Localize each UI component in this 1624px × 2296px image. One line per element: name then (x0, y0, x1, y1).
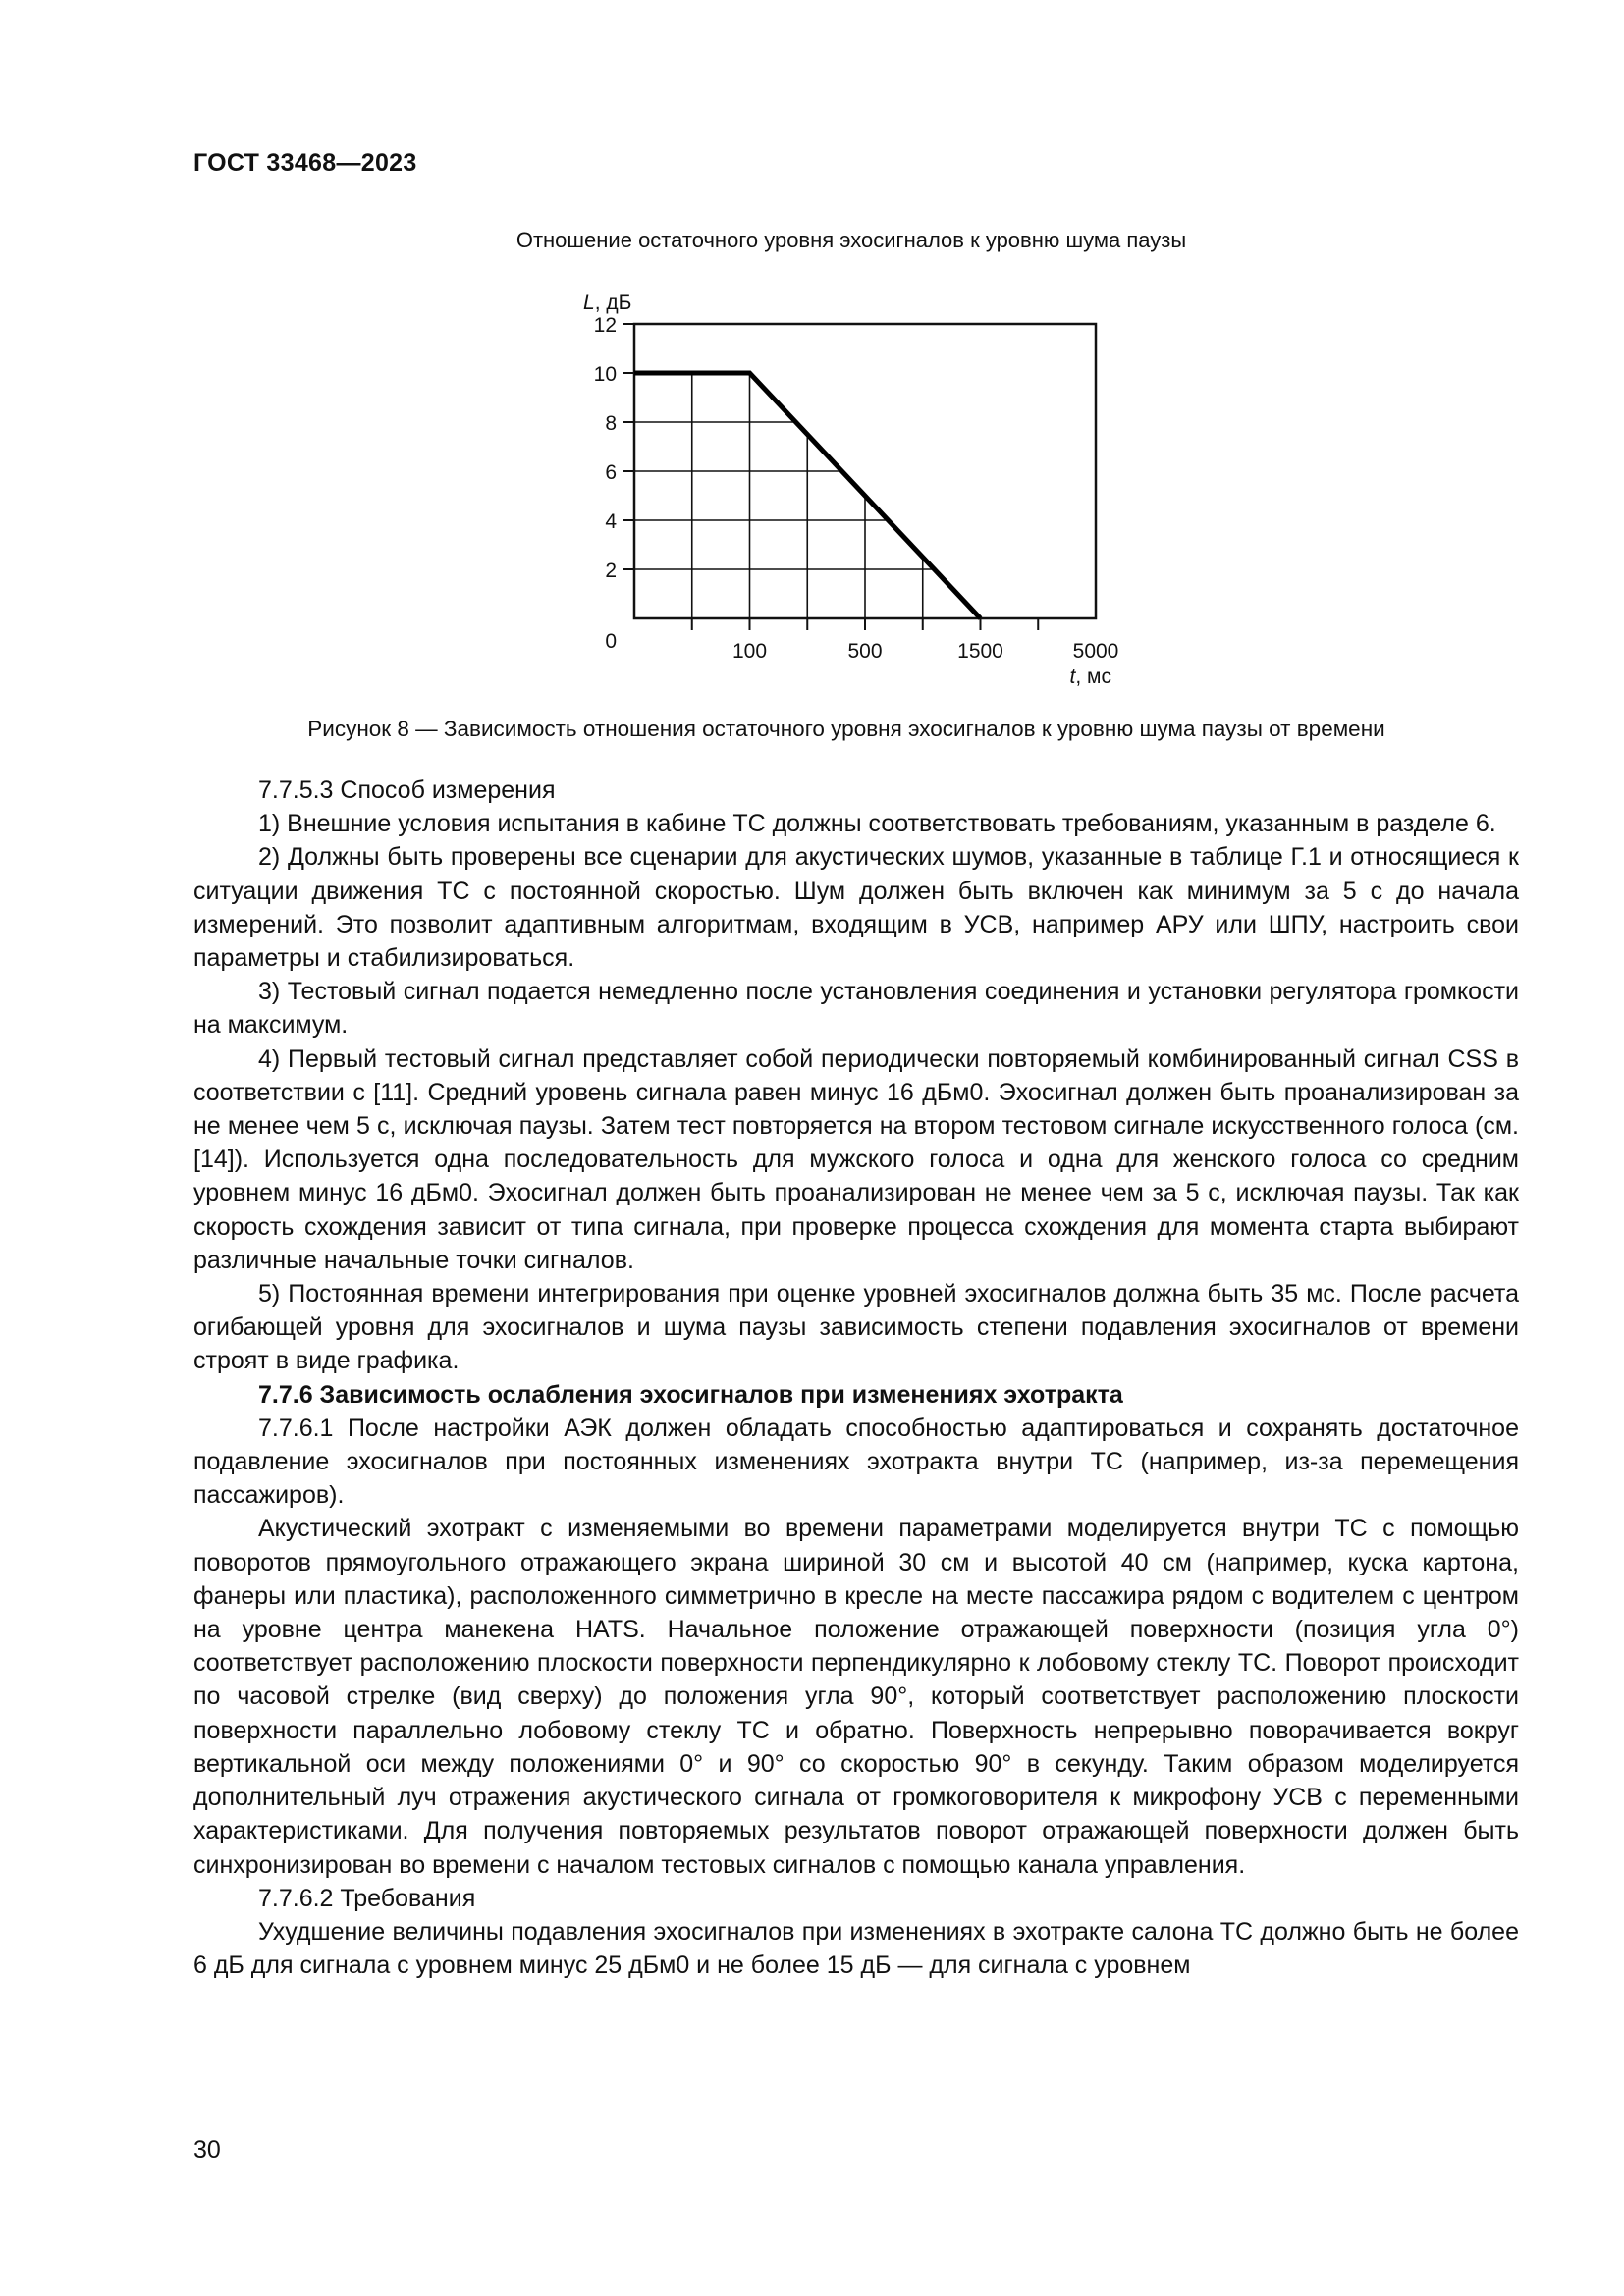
x-tick-label: 500 (847, 640, 883, 663)
page-number: 30 (193, 2136, 221, 2163)
y-tick-label: 6 (605, 461, 617, 484)
body-text (193, 774, 1519, 1982)
paragraph: 7.7.6.1 После настройки АЭК должен обладать способностью адаптироваться и сохранять достаточное подавление эхосигналов при постоянных изменениях эхотракта внутри ТС (например, из-за перемещения пассажиров). (193, 1414, 1519, 1510)
chart-svg (550, 270, 1139, 702)
chart-title: Отношение остаточного уровня эхосигналов к уровню шума паузы (515, 228, 1187, 252)
x-tick-label: 1500 (957, 640, 1003, 663)
x-axis-unit: , мс (1075, 666, 1111, 688)
x-axis-var: t (1069, 666, 1076, 688)
paragraph: 7.7.6.2 Требования (258, 1884, 476, 1912)
document-header: ГОСТ 33468—2023 (193, 149, 417, 177)
y-tick-label: 12 (593, 314, 617, 337)
x-tick-label: 5000 (1072, 640, 1119, 663)
paragraph: 4) Первый тестовый сигнал представляет собой периодически повторяемый комбинированный сигнал CSS в соответствии с [11]. Средний уровень сигнала равен минус 16 дБм0. Эхосигнал должен быть проанализирован за не менее чем 5 с, исключая паузы. Затем тест повторяется на втором тестовом сигнале искусственного голоса (см. [14]). Используется одна последовательность для мужского голоса и одна для женского голоса со средним уровнем минус 16 дБм0. Эхосигнал должен быть проанализирован не менее чем за 5 с, исключая паузы. Так как скорость схождения зависит от типа сигнала, при проверке процесса схождения для момента старта выбирают различные начальные точки сигналов. (193, 1044, 1519, 1274)
x-tick-label: 100 (731, 640, 768, 663)
figure-caption: Рисунок 8 — Зависимость отношения остаточного уровня эхосигналов к уровню шума паузы от времени (307, 717, 1385, 741)
paragraph: 1) Внешние условия испытания в кабине ТС должны соответствовать требованиям, указанным в разделе 6. (258, 810, 1496, 838)
y-axis-unit: , дБ (594, 292, 632, 314)
y-tick-label: 0 (605, 630, 617, 653)
x-axis-label (1070, 666, 1111, 688)
y-axis-var: L (583, 292, 595, 314)
paragraph: Акустический эхотракт с изменяемыми во времени параметрами моделируется внутри ТС с помощью поворотов прямоугольного отражающего экрана шириной 30 см и высотой 40 см (например, куска картона, фанеры или пластика), расположенного симметрично в кресле на месте пассажира рядом с водителем с центром на уровне центра манекена HATS. Начальное положение отражающей поверхности (позиция угла 0°) соответствует расположению плоскости поверхности перпендикулярно к лобовому стеклу ТС. Поворот происходит по часовой стрелке (вид сверху) до положения угла 90°, который соответствует расположению плоскости поверхности параллельно лобовому стеклу ТС и обратно. Поверхность непрерывно поворачивается вокруг вертикальной оси между положениями 0° и 90° со скоростью 90° в секунду. Таким образом моделируется дополнительный луч отражения акустического сигнала от громкоговорителя к микрофону УСВ с переменными характеристиками. Для получения повторяемых результатов поворот отражающей поверхности должен быть синхронизирован во времени с началом тестовых сигналов с помощью канала управления. (193, 1515, 1519, 1879)
paragraph: 2) Должны быть проверены все сценарии для акустических шумов, указанные в таблице Г.1 и относящиеся к ситуации движения ТС с постоянной скоростью. Шум должен быть включен как минимум за 5 с до начала измерений. Это позволит адаптивным алгоритмам, входящим в УСВ, например АРУ или ШПУ, настроить свои параметры и стабилизироваться. (193, 843, 1519, 973)
y-tick-label: 8 (605, 412, 617, 435)
paragraph: Ухудшение величины подавления эхосигналов при изменениях в эхотракте салона ТС должно быть не более 6 дБ для сигнала с уровнем минус 25 дБм0 и не более 15 дБ — для сигнала с уровнем (193, 1917, 1519, 1980)
y-tick-label: 10 (593, 363, 617, 386)
paragraph: 3) Тестовый сигнал подается немедленно после установления соединения и установки регулятора громкости на максимум. (193, 978, 1519, 1040)
paragraph: 7.7.5.3 Способ измерения (258, 776, 556, 804)
paragraph: 5) Постоянная времени интегрирования при оценке уровней эхосигналов должна быть 35 мс. После расчета огибающей уровня для эхосигналов и шума паузы зависимость степени подавления эхосигналов от времени строят в виде графика. (193, 1280, 1519, 1375)
section-heading: 7.7.6 Зависимость ослабления эхосигналов при изменениях эхотракта (258, 1380, 1123, 1409)
y-tick-label: 2 (605, 560, 617, 582)
figure-chart (550, 270, 1139, 702)
y-tick-label: 4 (605, 510, 617, 533)
y-axis-label (583, 292, 631, 314)
